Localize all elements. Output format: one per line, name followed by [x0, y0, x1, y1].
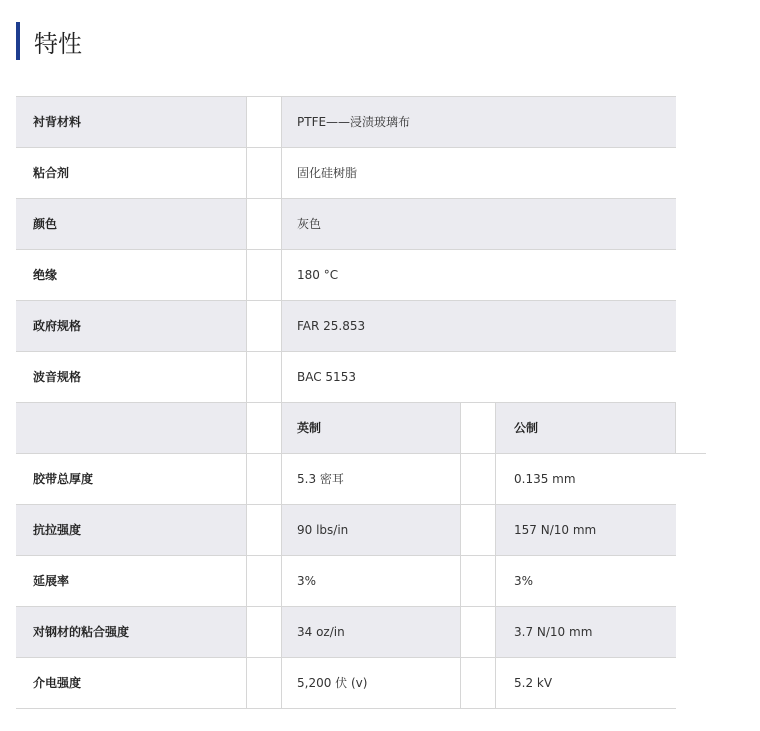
heading-accent-bar — [16, 22, 20, 60]
row-label: 波音规格 — [33, 370, 82, 384]
row-label: 胶带总厚度 — [33, 472, 94, 486]
table-row-tensile-strength — [16, 505, 676, 556]
row-value-imperial: 3% — [297, 574, 317, 588]
row-value-imperial: 5.3 密耳 — [297, 472, 344, 486]
row-value-imperial: 5,200 伏 (v) — [297, 676, 368, 690]
table-row-adhesion-to-steel — [16, 607, 676, 658]
row-label: 对钢材的粘合强度 — [33, 625, 130, 639]
row-label: 抗拉强度 — [33, 523, 82, 537]
column-separator — [246, 301, 282, 351]
row-value-metric: 3.7 N/10 mm — [514, 625, 593, 639]
row-value: FAR 25.853 — [297, 319, 366, 333]
table-row-backing-material — [16, 97, 676, 148]
row-value: PTFE——浸渍玻璃布 — [297, 115, 411, 129]
column-separator — [246, 607, 282, 657]
row-label: 粘合剂 — [33, 166, 70, 180]
column-separator — [246, 556, 282, 606]
column-separator — [246, 250, 282, 300]
table-row-boeing-spec — [16, 352, 676, 403]
table-row-government-spec — [16, 301, 676, 352]
column-separator — [460, 556, 496, 606]
row-label: 颜色 — [33, 217, 58, 231]
column-separator — [460, 454, 496, 504]
column-separator — [246, 97, 282, 147]
column-separator — [246, 403, 282, 453]
table-row-adhesive — [16, 148, 676, 199]
row-value-imperial: 90 lbs/in — [297, 523, 349, 537]
column-separator — [460, 607, 496, 657]
row-label: 介电强度 — [33, 676, 82, 690]
row-value: 灰色 — [297, 217, 322, 231]
column-separator — [460, 505, 496, 555]
table-row-dielectric-strength — [16, 658, 676, 709]
row-value: 固化硅树脂 — [297, 166, 358, 180]
row-value: BAC 5153 — [297, 370, 356, 384]
header-border — [675, 403, 676, 453]
header-border — [676, 453, 706, 454]
table-row-total-thickness — [16, 454, 676, 505]
row-value: 180 °C — [297, 268, 339, 282]
row-label: 衬背材料 — [33, 115, 82, 129]
table-header-units — [16, 403, 676, 454]
row-value-metric: 157 N/10 mm — [514, 523, 597, 537]
column-separator — [460, 658, 496, 708]
row-value-imperial: 34 oz/in — [297, 625, 345, 639]
column-separator — [460, 403, 496, 453]
row-label: 延展率 — [33, 574, 70, 588]
table-row-elongation — [16, 556, 676, 607]
header-metric: 公制 — [514, 421, 539, 435]
column-separator — [246, 199, 282, 249]
properties-table — [16, 96, 676, 709]
table-row-color — [16, 199, 676, 250]
section-title: 特性 — [34, 29, 82, 58]
row-value-metric: 5.2 kV — [514, 676, 553, 690]
column-separator — [246, 454, 282, 504]
section-heading — [16, 22, 82, 60]
header-imperial: 英制 — [297, 421, 322, 435]
column-separator — [246, 658, 282, 708]
column-separator — [246, 505, 282, 555]
column-separator — [246, 352, 282, 402]
row-value-metric: 0.135 mm — [514, 472, 576, 486]
table-row-insulation — [16, 250, 676, 301]
column-separator — [246, 148, 282, 198]
row-label: 政府规格 — [33, 319, 82, 333]
row-value-metric: 3% — [514, 574, 534, 588]
row-label: 绝缘 — [33, 268, 58, 282]
